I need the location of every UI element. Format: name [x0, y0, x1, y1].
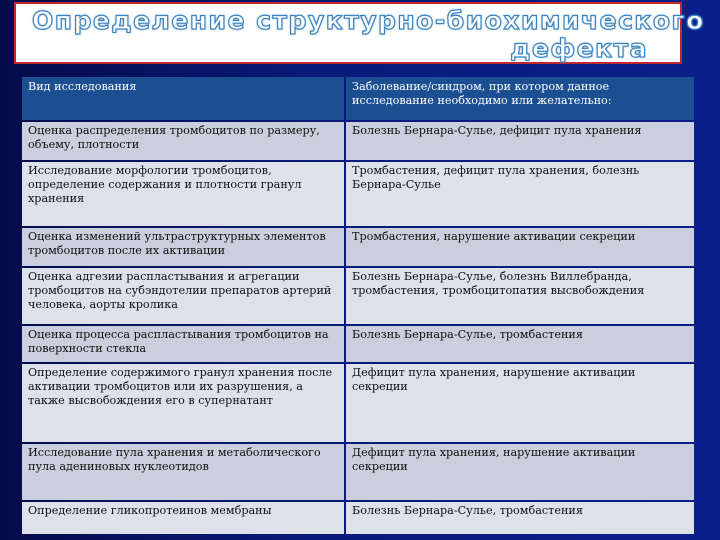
table-row: [22, 326, 694, 362]
cell-disease: Тромбастения, нарушение активации секреции: [344, 228, 694, 266]
table-row: [22, 228, 694, 266]
cell-disease: Болезнь Бернара-Сулье, дефицит пула хранения: [344, 122, 694, 160]
cell-disease: Дефицит пула хранения, нарушение активации секреции: [344, 444, 694, 500]
header-disease: Заболевание/синдром, при котором данное исследование необходимо или желательно:: [344, 77, 694, 120]
table-row: [22, 268, 694, 324]
cell-research: Оценка процесса распластывания тромбоцитов на поверхности стекла: [22, 326, 344, 362]
cell-research: Оценка адгезии распластывания и агрегации тромбоцитов на субэндотелии препаратов артерий человека, аорты кролика: [22, 268, 344, 324]
cell-research: Исследование морфологии тромбоцитов, определение содержания и плотности гранул хранения: [22, 162, 344, 226]
slide-title-line-2: дефекта: [510, 34, 648, 63]
title-box: [14, 2, 705, 64]
table-row: [22, 162, 694, 226]
table-header-row: [22, 77, 694, 120]
cell-research: Определение гликопротеинов мембраны: [22, 502, 344, 534]
cell-disease: Болезнь Бернара-Сулье, тромбастения: [344, 502, 694, 534]
cell-disease: Болезнь Бернара-Сулье, тромбастения: [344, 326, 694, 362]
table-row: [22, 502, 694, 534]
cell-research: Определение содержимого гранул хранения после активации тромбоцитов или их разрушения, а также высвобождения его в супернатант: [22, 364, 344, 442]
header-research-type: Вид исследования: [22, 77, 344, 120]
cell-disease: Болезнь Бернара-Сулье, болезнь Виллебранда, тромбастения, тромбоцитопатия высвобождения: [344, 268, 694, 324]
research-table: [22, 75, 694, 536]
cell-research: Оценка распределения тромбоцитов по размеру, объему, плотности: [22, 122, 344, 160]
table-row: [22, 364, 694, 442]
table-row: [22, 122, 694, 160]
slide-title-line-1: Определение структурно-биохимического: [32, 6, 705, 35]
cell-research: Оценка изменений ультраструктурных элементов тромбоцитов после их активации: [22, 228, 344, 266]
table-row: [22, 444, 694, 500]
cell-disease: Тромбастения, дефицит пула хранения, болезнь Бернара-Сулье: [344, 162, 694, 226]
cell-research: Исследование пула хранения и метаболического пула адениновых нуклеотидов: [22, 444, 344, 500]
cell-disease: Дефицит пула хранения, нарушение активации секреции: [344, 364, 694, 442]
